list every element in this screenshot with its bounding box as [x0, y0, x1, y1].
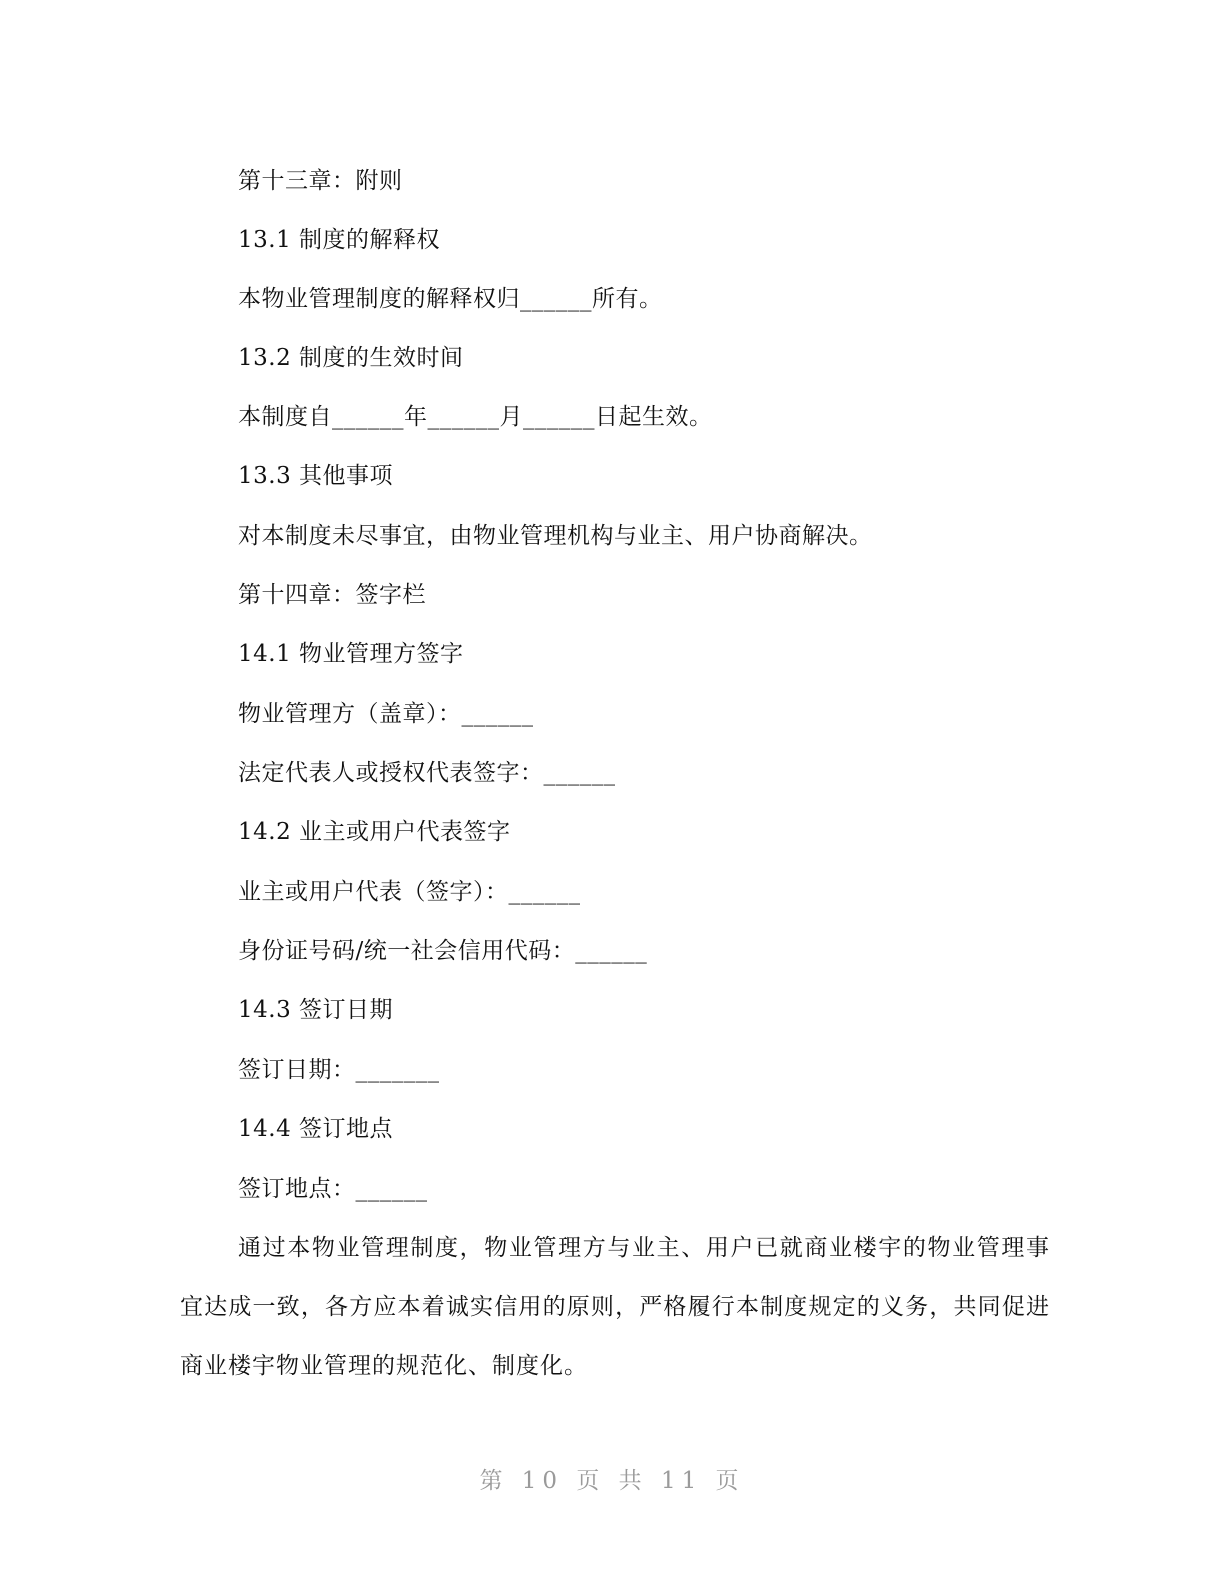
- owner-representative-signature-field: 业主或用户代表（签字）：______: [238, 879, 581, 905]
- signing-date-field: 签订日期：_______: [238, 1057, 440, 1083]
- section-14-4-heading: 14.4 签订地点: [238, 1116, 394, 1142]
- signing-place-field: 签订地点：______: [238, 1176, 428, 1202]
- section-13-2-text: 本制度自______年______月______日起生效。: [238, 404, 713, 430]
- section-13-1-heading: 13.1 制度的解释权: [238, 227, 441, 253]
- section-13-3-heading: 13.3 其他事项: [238, 463, 394, 489]
- section-14-3-heading: 14.3 签订日期: [238, 997, 394, 1023]
- property-manager-seal-field: 物业管理方（盖章）：______: [238, 701, 534, 727]
- section-14-1-heading: 14.1 物业管理方签字: [238, 641, 464, 667]
- section-13-1-text: 本物业管理制度的解释权归______所有。: [238, 286, 663, 312]
- chapter-13-heading: 第十三章：附则: [238, 168, 403, 194]
- id-number-field: 身份证号码/统一社会信用代码：______: [238, 938, 648, 964]
- section-13-3-text: 对本制度未尽事宜，由物业管理机构与业主、用户协商解决。: [238, 523, 873, 549]
- chapter-14-heading: 第十四章：签字栏: [238, 582, 426, 608]
- legal-representative-signature-field: 法定代表人或授权代表签字：______: [238, 760, 616, 786]
- closing-paragraph: 通过本物业管理制度，物业管理方与业主、用户已就商业楼宇的物业管理事宜达成一致，各方应本着诚实信用的原则，严格履行本制度规定的义务，共同促进商业楼宇物业管理的规范化、制度化。: [180, 1235, 1050, 1379]
- section-13-2-heading: 13.2 制度的生效时间: [238, 345, 464, 371]
- section-14-2-heading: 14.2 业主或用户代表签字: [238, 819, 511, 845]
- page-number-footer: 第 10 页 共 11 页: [479, 1468, 745, 1494]
